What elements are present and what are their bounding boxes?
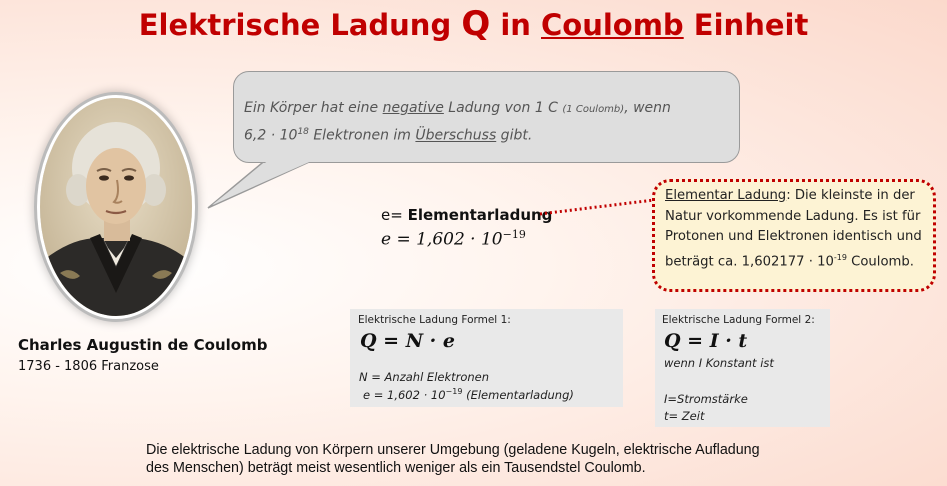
formula-1-equation: Q = N · e — [360, 330, 455, 352]
callout-text: Elementar Ladung: Die kleinste in der Natur vorkommende Ladung. Es ist für Protonen und Elektronen identisch und beträgt ca. $1,602177 \cdot 10^{-19}$ Coulomb. — [665, 188, 922, 269]
footer-text: Die elektrische Ladung von Körpern unserer Umgebung (geladene Kugeln, elektrische Aufladung des Menschen) beträgt meist wesentlich weniger als ein Tausendstel Coulomb. — [146, 442, 760, 476]
person-dates: 1736 - 1806 Franzose — [18, 359, 159, 374]
formula-2-condition: wenn I Konstant ist — [664, 356, 774, 370]
elementary-charge-formula: $e = 1,602 \cdot 10^{-19}$ — [381, 228, 526, 250]
page-title: Elektrische Ladung Q in Coulomb Einheit — [138, 4, 809, 44]
title-unit: Coulomb — [541, 8, 684, 42]
speech-bubble-text: Ein Körper hat eine negative Ladung von 1 C (1 Coulomb), wenn $6,2 \cdot 10^{18}$ Elektronen im Überschuss gibt. — [244, 100, 671, 144]
formula-1-title: Elektrische Ladung Formel 1: — [358, 314, 511, 326]
formula-2-line-1: I=Stromstärke — [664, 392, 748, 406]
elementary-charge-label: e= Elementarladung — [381, 206, 553, 224]
person-name: Charles Augustin de Coulomb — [18, 336, 268, 354]
title-q: Q — [461, 4, 491, 44]
formula-1-line-1: N = Anzahl Elektronen — [359, 370, 490, 384]
formula-2-title: Elektrische Ladung Formel 2: — [662, 314, 815, 326]
formula-1-line-2: $e = 1,602 \cdot 10^{-19}$ (Elementarladung) — [363, 387, 574, 402]
formula-2-equation: Q = I · t — [664, 330, 748, 352]
formula-2-line-2: t= Zeit — [664, 409, 705, 423]
